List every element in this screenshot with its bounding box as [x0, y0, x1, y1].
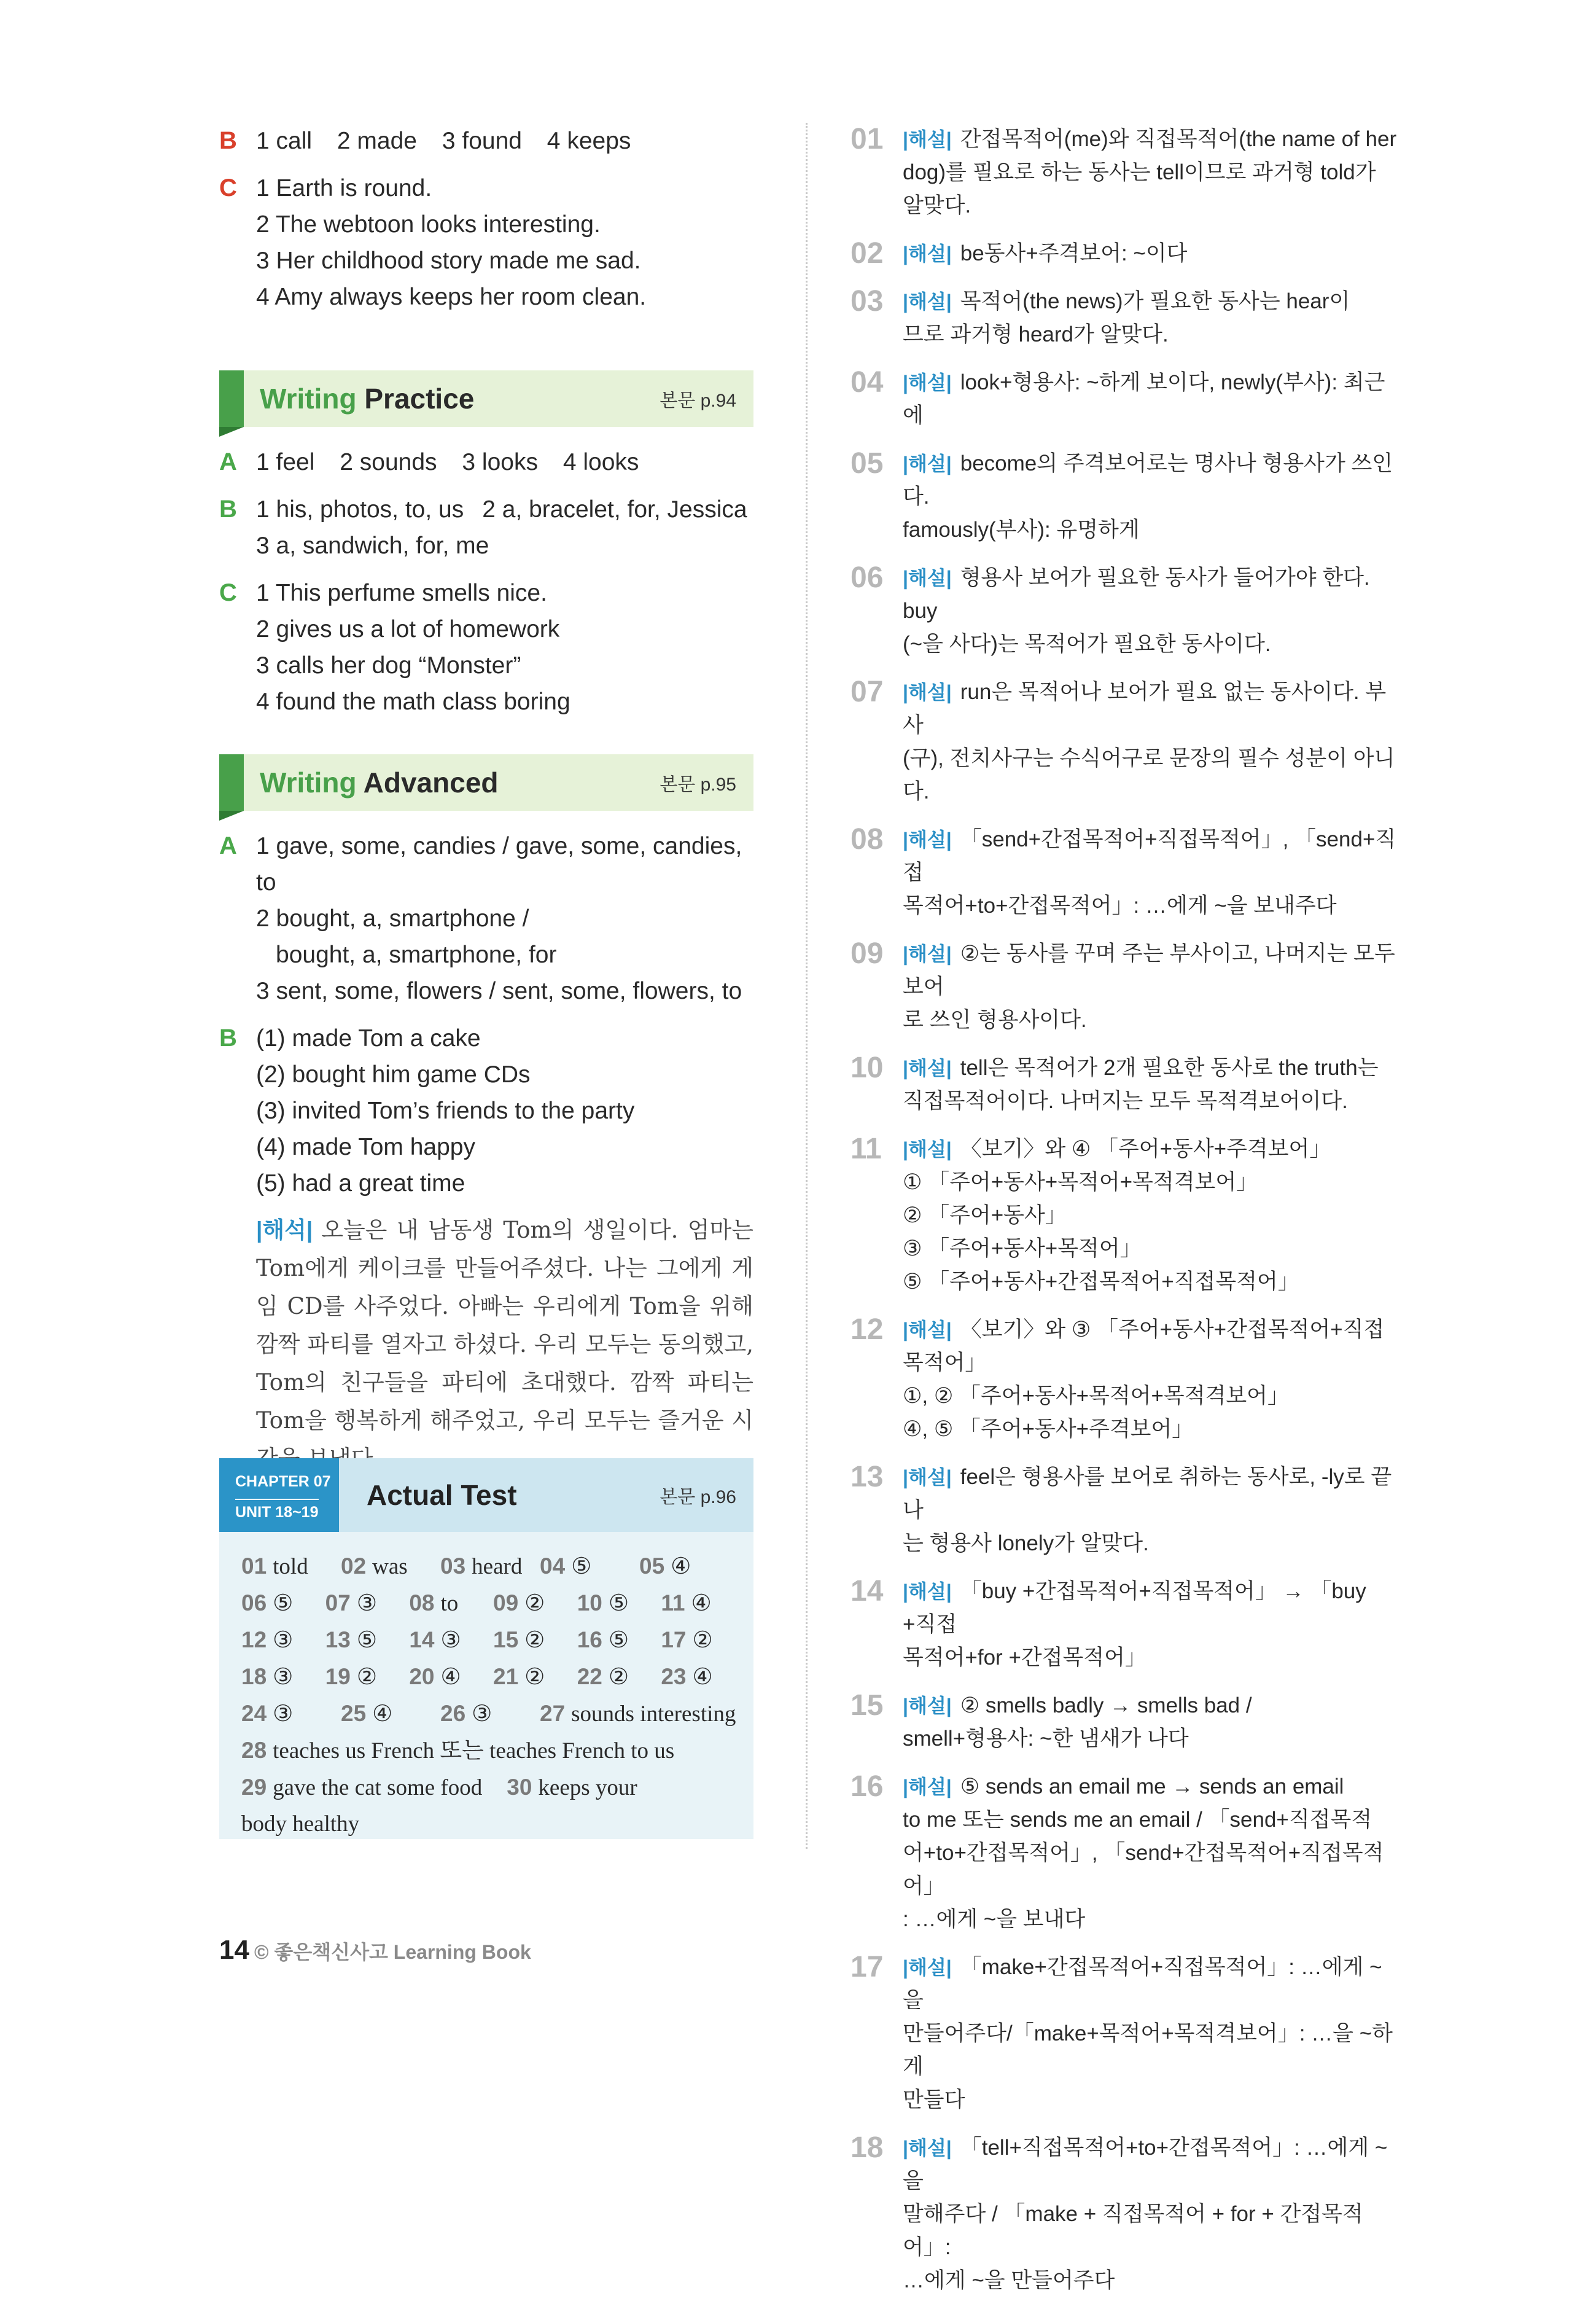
explanation-label: |해설|	[903, 1776, 952, 1798]
answer-line: 2 gives us a lot of homework	[256, 616, 560, 642]
explanation-line: smell+형용사: ~한 냄새가 나다	[903, 1727, 1189, 1751]
explanation-item	[851, 1951, 1397, 2117]
explanation-label: |해설|	[903, 243, 952, 265]
chapter-badge	[219, 1458, 339, 1532]
answer-cell: 26 ③	[440, 1701, 492, 1727]
explanation-number: 08	[851, 823, 884, 856]
explanation-line: |해설| 「buy +간접목적어+직접목적어」 → 「buy +직접	[903, 1579, 1366, 1636]
answer-cell: 02 was	[341, 1553, 408, 1579]
explanation-item	[851, 2131, 1397, 2297]
explanation-line: 말해주다 / 「make + 직접목적어 + for + 간접목적어」:	[903, 2202, 1363, 2259]
section-title: Writing Practice	[260, 383, 475, 415]
explanation-line: 만들어주다/「make+목적어+목적격보어」: …을 ~하게	[903, 2021, 1393, 2079]
page-reference: 본문 p.96	[660, 1487, 736, 1507]
explanation-text	[903, 1052, 1397, 1118]
explanation-text	[903, 366, 1397, 432]
explanation-text	[903, 237, 1397, 270]
wa-answer-b	[219, 1020, 753, 1201]
explanation-line: |해설| be동사+주격보어: ~이다	[903, 241, 1188, 265]
answer-line: 1 This perfume smells nice.	[256, 580, 547, 606]
explanation-label: |해설|	[903, 1057, 952, 1079]
answer-cell: 07 ③	[325, 1590, 377, 1616]
explanation-number: 09	[851, 937, 884, 970]
explanation-line: |해설| 목적어(the news)가 필요한 동사는 hear이	[903, 289, 1350, 313]
writing-advanced-header	[219, 754, 753, 811]
explanation-item	[851, 1770, 1397, 1936]
actual-test-box	[219, 1458, 753, 1839]
explanation-number: 14	[851, 1575, 884, 1607]
actual-test-header	[219, 1458, 753, 1532]
explanation-label: |해설|	[903, 372, 952, 394]
explanation-line: |해설| tell은 목적어가 2개 필요한 동사로 the truth는	[903, 1056, 1379, 1080]
wa-answer-a	[219, 828, 753, 1009]
page-number: 14	[219, 1935, 249, 1965]
answer-cell: 13 ⑤	[325, 1627, 377, 1653]
answer-cell: 27 sounds interesting	[540, 1701, 736, 1727]
explanation-number: 10	[851, 1052, 884, 1084]
answer-line: 2 bought, a, smartphone /	[256, 905, 529, 932]
answer-item: 4 looks	[562, 449, 639, 475]
section-letter-a: A	[219, 448, 237, 475]
explanation-label: |해설|	[903, 1956, 952, 1978]
explanation-item	[851, 1689, 1397, 1755]
explanation-line: |해설| ⑤ sends an email me → sends an email	[903, 1775, 1344, 1798]
answer-item: 3 found	[442, 128, 522, 154]
answer-item: 3 looks	[462, 449, 538, 475]
section-letter-a: A	[219, 832, 237, 859]
explanation-number: 16	[851, 1770, 884, 1803]
left-column	[219, 123, 753, 1478]
explanation-line: famously(부사): 유명하게	[903, 518, 1140, 542]
explanation-line: |해설| become의 주격보어로는 명사나 형용사가 쓰인다.	[903, 451, 1393, 509]
section-letter-b: B	[219, 127, 237, 154]
explanation-line: (~을 사다)는 목적어가 필요한 동사이다.	[903, 632, 1271, 656]
explanation-item	[851, 823, 1397, 923]
explanation-item	[851, 237, 1397, 270]
explanation-number: 06	[851, 561, 884, 594]
explanation-item	[851, 123, 1397, 222]
explanation-text	[903, 285, 1397, 351]
answer-item: 2 sounds	[340, 449, 437, 475]
explanation-line: |해설| ②는 동사를 꾸며 주는 부사이고, 나머지는 모두 보어	[903, 942, 1395, 999]
answer-line: 28 teaches us French 또는 teaches French to us	[241, 1738, 675, 1763]
explanation-number: 01	[851, 123, 884, 155]
explanation-line: 로 쓰인 형용사이다.	[903, 1008, 1087, 1032]
wp-answer-c	[219, 575, 753, 720]
answer-cell: 14 ③	[409, 1627, 461, 1653]
answer-item: 2 a, bracelet, for, Jessica	[482, 496, 747, 523]
explanation-item	[851, 1575, 1397, 1674]
explanation-text	[903, 1133, 1397, 1299]
explanation-label: |해설|	[903, 829, 952, 851]
explanation-number: 18	[851, 2131, 884, 2164]
wp-answer-b	[219, 491, 753, 564]
explanation-line: to me 또는 sends me an email / 「send+직접목적	[903, 1808, 1372, 1832]
explanation-number: 13	[851, 1461, 884, 1493]
explanation-line: |해설| 형용사 보어가 필요한 동사가 들어가야 한다. buy	[903, 566, 1370, 623]
explanation-text	[903, 1689, 1397, 1755]
answer-line: (2) bought him game CDs	[256, 1061, 531, 1088]
answer-cell: 09 ②	[493, 1590, 545, 1616]
explanations-column	[851, 123, 1397, 2312]
explanation-label: |해설|	[903, 1695, 952, 1717]
grid-row	[241, 1695, 745, 1732]
answer-line: 1 gave, some, candies / gave, some, candies, to	[256, 833, 742, 896]
explanation-item	[851, 447, 1397, 547]
answer-line: 3 Her childhood story made me sad.	[256, 248, 641, 274]
answer-cell: 24 ③	[241, 1701, 294, 1727]
answer-cell: 23 ④	[661, 1664, 713, 1690]
explanation-label: |해설|	[903, 2137, 952, 2159]
explanation-item	[851, 1461, 1397, 1560]
answer-item: 4 keeps	[547, 128, 631, 154]
explanation-number: 12	[851, 1313, 884, 1346]
explanation-number: 15	[851, 1689, 884, 1722]
answer-cell: 18 ③	[241, 1664, 294, 1690]
explanation-label: |해설|	[903, 1580, 952, 1603]
explanation-label: |해설|	[903, 1319, 952, 1341]
explanation-text	[903, 1770, 1397, 1936]
answer-cell: 08 to	[409, 1590, 459, 1616]
answer-line: bought, a, smartphone, for	[276, 942, 557, 968]
answer-cell: 03 heard	[440, 1553, 523, 1579]
explanation-text	[903, 123, 1397, 222]
answer-cell: 05 ④	[639, 1553, 691, 1579]
explanation-item	[851, 676, 1397, 808]
explanation-line: (구), 전치사구는 수식어구로 문장의 필수 성분이 아니다.	[903, 746, 1395, 803]
explanation-number: 04	[851, 366, 884, 399]
section-letter-b: B	[219, 496, 237, 523]
answer-cell: 17 ②	[661, 1627, 713, 1653]
answer-cell: 01 told	[241, 1553, 308, 1579]
grid-row	[241, 1658, 745, 1695]
unit-label: UNIT 18~19	[235, 1499, 319, 1521]
explanation-text	[903, 1461, 1397, 1560]
explanation-text	[903, 2131, 1397, 2297]
explanation-line: 알맞다.	[903, 193, 971, 217]
answer-cell: 10 ⑤	[577, 1590, 629, 1616]
translation-text: 오늘은 내 남동생 Tom의 생일이다. 엄마는 Tom에게 케이크를 만들어주셨다. 나는 그에게 게임 CD를 사주었다. 아빠는 우리에게 Tom을 위해 깜짝 파티를 열자고 하셨다. 우리 모두는 동의했고, Tom의 친구들을 파티에 초대했다. 깜짝 파티는 Tom을 행복하게 해주었고, 우리 모두는 즐거운 시	[256, 1217, 753, 1434]
explanation-line: |해설| 〈보기〉와 ④ 「주어+동사+주격보어」	[903, 1137, 1331, 1161]
section-title: Writing Advanced	[260, 767, 499, 799]
actual-test-title: Actual Test	[367, 1479, 517, 1511]
explanation-number: 03	[851, 285, 884, 318]
explanation-line: ① 「주어+동사+목적어+목적격보어」	[903, 1170, 1258, 1194]
explanation-line: 므로 과거형 heard가 알맞다.	[903, 322, 1169, 346]
explanation-text	[903, 1951, 1397, 2117]
explanation-line: ④, ⑤ 「주어+동사+주격보어」	[903, 1417, 1194, 1441]
grid-row	[241, 1585, 745, 1622]
explanation-label: |해설|	[903, 453, 952, 475]
explanation-line: …에게 ~을 만들어주다	[903, 2268, 1115, 2292]
answer-grid	[241, 1548, 745, 1842]
answer-line: (4) made Tom happy	[256, 1134, 475, 1160]
answer-item: 1 call	[256, 128, 313, 154]
explanation-line: 는 형용사 lonely가 알맞다.	[903, 1531, 1149, 1555]
explanation-number: 02	[851, 237, 884, 270]
explanation-line: |해설| 「tell+직접목적어+to+간접목적어」: …에게 ~을	[903, 2136, 1388, 2193]
explanation-item	[851, 285, 1397, 351]
answer-line: 3 a, sandwich, for, me	[256, 533, 489, 559]
answer-cell: 25 ④	[341, 1701, 393, 1727]
page-reference: 본문 p.95	[660, 775, 736, 795]
answer-line: 2 The webtoon looks interesting.	[256, 211, 601, 238]
explanation-line: |해설| look+형용사: ~하게 보이다, newly(부사): 최근에	[903, 370, 1385, 428]
explanation-text	[903, 1313, 1397, 1446]
explanation-label: |해설|	[903, 1138, 952, 1160]
chapter-label: CHAPTER 07	[235, 1473, 331, 1490]
answer-item: 2 made	[337, 128, 417, 154]
section-letter-c: C	[219, 579, 237, 606]
answer-cell: 06 ⑤	[241, 1590, 294, 1616]
answer-cell: 16 ⑤	[577, 1627, 629, 1653]
explanation-line: |해설| feel은 형용사를 보어로 취하는 동사로, -ly로 끝나	[903, 1465, 1392, 1522]
answer-block-c	[219, 170, 753, 315]
answer-line: (3) invited Tom’s friends to the party	[256, 1098, 635, 1124]
grid-row	[241, 1622, 745, 1658]
explanation-item	[851, 366, 1397, 432]
explanation-text	[903, 823, 1397, 923]
explanation-text	[903, 561, 1397, 661]
explanation-line: ② 「주어+동사」	[903, 1203, 1067, 1227]
explanation-line: |해설| 간접목적어(me)와 직접목적어(the name of her	[903, 127, 1397, 151]
explanation-number: 17	[851, 1951, 884, 1983]
answer-cell: 15 ②	[493, 1627, 545, 1653]
answer-line: 3 calls her dog “Monster”	[256, 652, 521, 679]
answer-line: 4 found the math class boring	[256, 689, 570, 715]
answer-item: 1 his, photos, to, us	[256, 496, 464, 523]
explanation-label: |해설|	[903, 943, 952, 965]
explanation-number: 11	[851, 1133, 882, 1165]
explanation-line: |해설| 〈보기〉와 ③ 「주어+동사+간접목적어+직접목적어」	[903, 1318, 1385, 1375]
explanation-line: |해설| 「send+간접목적어+직접목적어」, 「send+직접	[903, 827, 1396, 885]
answer-item: 1 feel	[256, 449, 315, 475]
explanation-number: 07	[851, 676, 884, 708]
wp-answer-a	[219, 444, 753, 480]
answer-cell: 04 ⑤	[540, 1553, 592, 1579]
answer-line: body healthy	[241, 1811, 360, 1837]
explanation-line: ①, ② 「주어+동사+목적어+목적격보어」	[903, 1384, 1289, 1408]
answer-line: 3 sent, some, flowers / sent, some, flowers, to	[256, 978, 742, 1004]
explanation-item	[851, 937, 1397, 1037]
explanation-line: 어+to+간접목적어」, 「send+간접목적어+직접목적어」	[903, 1841, 1384, 1898]
explanation-text	[903, 447, 1397, 547]
section-bar	[219, 754, 244, 811]
grid-row	[241, 1548, 745, 1585]
page-reference: 본문 p.94	[660, 391, 736, 411]
answer-line: (5) had a great time	[256, 1170, 465, 1197]
section-letter-c: C	[219, 174, 237, 201]
explanation-label: |해설|	[903, 128, 952, 150]
explanation-text	[903, 1575, 1397, 1674]
explanation-line: ⑤ 「주어+동사+간접목적어+직접목적어」	[903, 1270, 1299, 1294]
explanation-item	[851, 1313, 1397, 1446]
answer-cell: 20 ④	[409, 1664, 461, 1690]
answer-line: 4 Amy always keeps her room clean.	[256, 284, 647, 310]
explanation-item	[851, 1133, 1397, 1299]
explanation-line: 만들다	[903, 2088, 965, 2112]
section-bar	[219, 370, 244, 427]
explanation-label: |해설|	[903, 681, 952, 703]
answer-line: 1 Earth is round.	[256, 175, 432, 201]
explanation-label: |해설|	[903, 291, 952, 313]
answer-cell: 22 ②	[577, 1664, 629, 1690]
answer-line: 29 gave the cat some food 30 keeps your	[241, 1775, 637, 1800]
explanation-line: |해설| ② smells badly → smells bad /	[903, 1693, 1252, 1717]
explanation-line: dog)를 필요로 하는 동사는 tell이므로 과거형 told가	[903, 160, 1376, 184]
column-divider	[806, 123, 808, 1849]
explanation-label: |해설|	[903, 567, 952, 589]
explanation-line: 목적어+for +간접목적어」	[903, 1646, 1146, 1670]
explanation-line: |해설| run은 목적어나 보어가 필요 없는 동사이다. 부사	[903, 680, 1387, 737]
explanation-text	[903, 676, 1397, 808]
answer-cell: 12 ③	[241, 1627, 294, 1653]
explanation-item	[851, 1052, 1397, 1118]
writing-practice-header	[219, 370, 753, 427]
answer-cell: 11 ④	[661, 1590, 712, 1616]
answer-block-b	[219, 123, 753, 159]
explanation-number: 05	[851, 447, 884, 480]
section-letter-b: B	[219, 1025, 237, 1052]
explanation-item	[851, 561, 1397, 661]
explanation-line: |해설| 「make+간접목적어+직접목적어」: …에게 ~을	[903, 1955, 1382, 2012]
answer-cell: 21 ②	[493, 1664, 545, 1690]
explanation-line: 직접목적어이다. 나머지는 모두 목적격보어이다.	[903, 1089, 1348, 1113]
explanation-label: |해설|	[903, 1466, 952, 1488]
explanation-line: ③ 「주어+동사+목적어」	[903, 1236, 1142, 1260]
book-name: © 좋은책신사고 Learning Book	[254, 1941, 531, 1963]
translation-paragraph	[256, 1211, 753, 1478]
page-footer	[219, 1935, 531, 1966]
answer-line: (1) made Tom a cake	[256, 1025, 481, 1052]
explanation-text	[903, 937, 1397, 1037]
answer-cell: 19 ②	[325, 1664, 377, 1690]
explanation-line: : …에게 ~을 보내다	[903, 1907, 1086, 1931]
explanation-line: 목적어+to+간접목적어」: …에게 ~을 보내주다	[903, 894, 1337, 918]
translation-label: |해석|	[256, 1217, 313, 1243]
